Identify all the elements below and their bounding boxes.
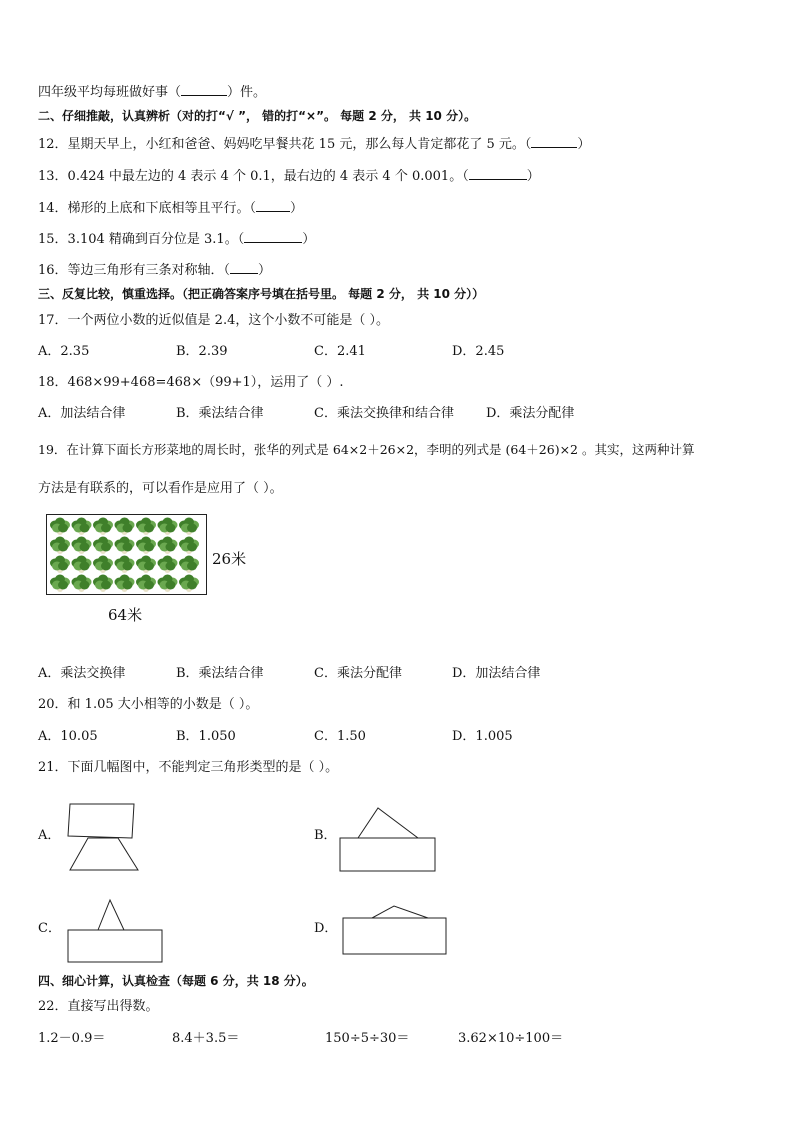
figure-a-trapezoid bbox=[70, 838, 138, 870]
figure-c-triangle bbox=[98, 900, 124, 930]
figure-b-label[interactable]: B． bbox=[314, 828, 337, 843]
figure-b bbox=[338, 806, 438, 874]
answer-blank[interactable] bbox=[256, 198, 290, 212]
question-20: 20．和 1.05 大小相等的小数是（ ）。 bbox=[38, 697, 259, 712]
question-15-text: 15．3.104 精确到百分位是 3.1。（ bbox=[38, 232, 245, 247]
option-d[interactable]: D．乘法分配律 bbox=[486, 406, 575, 421]
calc-item[interactable]: 150÷5÷30＝ bbox=[325, 1031, 410, 1046]
question-prev-text: 四年级平均每班做好事（ bbox=[38, 85, 182, 100]
option-b[interactable]: B．2.39 bbox=[176, 344, 228, 359]
question-14 bbox=[38, 198, 303, 218]
section-2-title: 二、仔细推敲，认真辨析（对的打“√ ”， 错的打“×”。 每题 2 分， 共 10 分）。 bbox=[38, 109, 477, 123]
question-16 bbox=[38, 260, 271, 280]
vegetable-field-figure bbox=[46, 514, 208, 596]
figure-d-rectangle bbox=[343, 918, 446, 954]
option-a[interactable]: A．2.35 bbox=[38, 344, 90, 359]
question-15-suffix: ） bbox=[302, 232, 316, 247]
question-14-suffix: ） bbox=[290, 201, 304, 216]
figure-d bbox=[340, 904, 450, 956]
figure-d-triangle bbox=[372, 906, 428, 918]
figure-c-rectangle bbox=[68, 930, 162, 962]
question-prev bbox=[38, 82, 266, 102]
answer-blank[interactable] bbox=[244, 229, 302, 243]
figure-b-triangle bbox=[358, 808, 418, 838]
section-4-title: 四、细心计算，认真检查（每题 6 分，共 18 分）。 bbox=[38, 974, 314, 988]
question-14-text: 14．梯形的上底和下底相等且平行。（ bbox=[38, 201, 257, 216]
option-c[interactable]: C．乘法分配律 bbox=[314, 666, 402, 681]
option-a[interactable]: A．乘法交换律 bbox=[38, 666, 126, 681]
question-19-line-2: 方法是有联系的，可以看作是应用了（ ）。 bbox=[38, 481, 283, 496]
figure-a-label[interactable]: A． bbox=[38, 828, 61, 843]
question-prev-suffix: ）件。 bbox=[227, 85, 267, 100]
calc-item[interactable]: 8.4＋3.5＝ bbox=[172, 1031, 240, 1046]
option-b[interactable]: B．乘法结合律 bbox=[176, 406, 264, 421]
question-18: 18．468×99+468=468×（99+1），运用了（ ）. bbox=[38, 375, 344, 390]
answer-blank[interactable] bbox=[469, 166, 527, 180]
option-a[interactable]: A．加法结合律 bbox=[38, 406, 126, 421]
calc-item[interactable]: 1.2－0.9＝ bbox=[38, 1031, 106, 1046]
height-label: 26米 bbox=[212, 550, 247, 568]
option-b[interactable]: B．1.050 bbox=[176, 729, 236, 744]
question-19-line-1: 19．在计算下面长方形菜地的周长时，张华的列式是 64×2＋26×2，李明的列式是 (64＋26)×2 。其实，这两种计算 bbox=[38, 442, 695, 457]
question-16-suffix: ） bbox=[258, 263, 272, 278]
answer-blank[interactable] bbox=[230, 260, 258, 274]
question-13 bbox=[38, 166, 540, 186]
figure-a bbox=[66, 802, 140, 872]
figure-c-label[interactable]: C． bbox=[38, 921, 61, 936]
option-b[interactable]: B．乘法结合律 bbox=[176, 666, 264, 681]
option-d[interactable]: D．加法结合律 bbox=[452, 666, 541, 681]
question-21: 21．下面几幅图中，不能判定三角形类型的是（ ）。 bbox=[38, 760, 339, 775]
option-c[interactable]: C．2.41 bbox=[314, 344, 366, 359]
option-a[interactable]: A．10.05 bbox=[38, 729, 98, 744]
figure-b-rectangle bbox=[340, 838, 435, 871]
figure-d-label[interactable]: D． bbox=[314, 921, 338, 936]
question-16-text: 16．等边三角形有三条对称轴．（ bbox=[38, 263, 231, 278]
question-13-text: 13．0.424 中最左边的 4 表示 4 个 0.1，最右边的 4 表示 4 个 0.001。（ bbox=[38, 169, 469, 184]
question-12 bbox=[38, 134, 590, 154]
answer-blank[interactable] bbox=[531, 134, 577, 148]
width-label: 64米 bbox=[108, 606, 143, 624]
question-17: 17．一个两位小数的近似值是 2.4，这个小数不可能是（ ）。 bbox=[38, 313, 389, 328]
option-c[interactable]: C．乘法交换律和结合律 bbox=[314, 406, 454, 421]
question-22: 22．直接写出得数。 bbox=[38, 999, 159, 1014]
answer-blank[interactable] bbox=[181, 82, 227, 96]
question-15 bbox=[38, 229, 315, 249]
option-c[interactable]: C．1.50 bbox=[314, 729, 366, 744]
question-12-suffix: ） bbox=[577, 137, 591, 152]
option-d[interactable]: D．2.45 bbox=[452, 344, 505, 359]
figure-a-rectangle bbox=[68, 804, 134, 838]
figure-c bbox=[66, 896, 166, 964]
option-d[interactable]: D．1.005 bbox=[452, 729, 513, 744]
calc-item[interactable]: 3.62×10÷100＝ bbox=[458, 1031, 564, 1046]
question-12-text: 12．星期天早上，小红和爸爸、妈妈吃早餐共花 15 元，那么每人肯定都花了 5 元。（ bbox=[38, 137, 532, 152]
section-3-title: 三、反复比较，慎重选择。（把正确答案序号填在括号里。 每题 2 分， 共 10 分）） bbox=[38, 287, 485, 301]
question-13-suffix: ） bbox=[526, 169, 540, 184]
